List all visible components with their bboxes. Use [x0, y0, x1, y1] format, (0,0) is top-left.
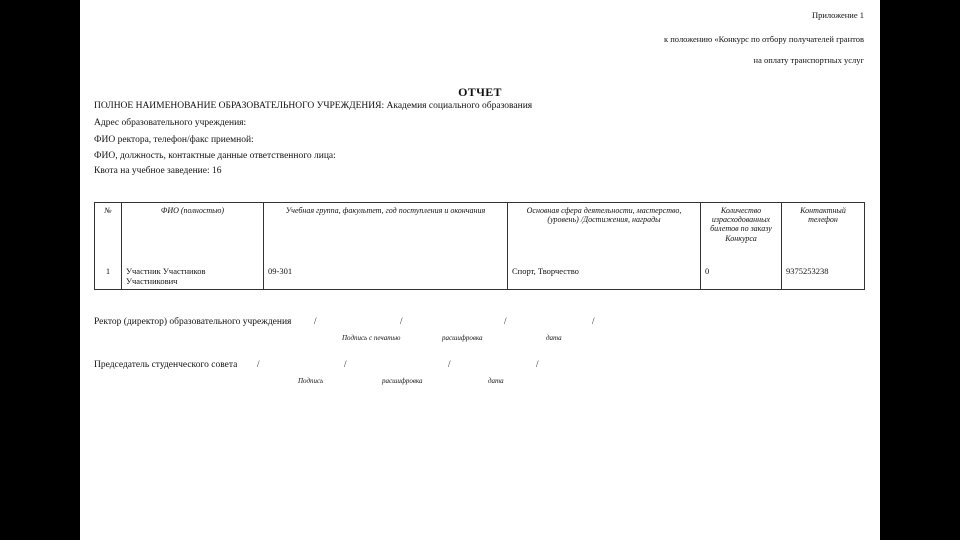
- header-study-group: Учебная группа, факультет, год поступления и окончания: [264, 203, 508, 264]
- cell-number: 1: [95, 263, 122, 290]
- signature-separator: /: [257, 359, 260, 369]
- responsible-person-label: ФИО, должность, контактные данные ответственного лица:: [94, 151, 336, 161]
- regulation-line: к положению «Конкурс по отбору получателей грантов: [664, 34, 864, 44]
- header-phone: Контактный телефон: [782, 203, 865, 264]
- table-header-row: [95, 203, 865, 264]
- document-page: [80, 0, 880, 540]
- cell-tickets-count: 0: [701, 263, 782, 290]
- caption-date: дата: [488, 377, 504, 385]
- header-number: №: [95, 203, 122, 264]
- caption-signature: Подпись: [298, 377, 324, 385]
- quota-value: 16: [211, 166, 222, 176]
- cell-study-group: 09-301: [264, 263, 508, 290]
- quota-line: [94, 166, 221, 176]
- participants-table: [94, 202, 865, 290]
- header-full-name: ФИО (полностью): [122, 203, 264, 264]
- rector-signature-label: Ректор (директор) образовательного учреждения: [94, 317, 292, 327]
- address-label: Адрес образовательного учреждения:: [94, 118, 247, 128]
- cell-phone: 9375253238: [782, 263, 865, 290]
- caption-decoding: расшифровка: [382, 377, 423, 385]
- caption-signature-seal: Подпись с печатью: [342, 334, 401, 342]
- institution-label: ПОЛНОЕ НАИМЕНОВАНИЕ ОБРАЗОВАТЕЛЬНОГО УЧРЕЖДЕНИЯ:: [94, 101, 385, 111]
- header-tickets-count: Количество израсходованных билетов по заказу Конкурса: [701, 203, 782, 264]
- header-activity: Основная сфера деятельности, мастерство, (уровень) /Достижения, награды: [508, 203, 701, 264]
- caption-decoding: расшифровка: [442, 334, 483, 342]
- signature-separator: /: [448, 359, 451, 369]
- signature-separator: /: [314, 316, 317, 326]
- signature-separator: /: [344, 359, 347, 369]
- signature-separator: /: [504, 316, 507, 326]
- council-signature-label: Председатель студенческого совета: [94, 360, 238, 370]
- signature-separator: /: [536, 359, 539, 369]
- rector-contact-label: ФИО ректора, телефон/факс приемной:: [94, 135, 254, 145]
- institution-line: [94, 101, 532, 111]
- cell-full-name: Участник Участников Участникович: [122, 263, 264, 290]
- signature-separator: /: [592, 316, 595, 326]
- appendix-line: Приложение 1: [812, 10, 864, 20]
- grant-purpose-line: на оплату транспортных услуг: [753, 55, 864, 65]
- cell-activity: Спорт, Творчество: [508, 263, 701, 290]
- signature-separator: /: [400, 316, 403, 326]
- caption-date: дата: [546, 334, 562, 342]
- document-title: ОТЧЕТ: [458, 85, 502, 99]
- table-row: [95, 263, 865, 290]
- quota-label: Квота на учебное заведение:: [94, 166, 210, 176]
- institution-value: Академия социального образования: [386, 101, 533, 111]
